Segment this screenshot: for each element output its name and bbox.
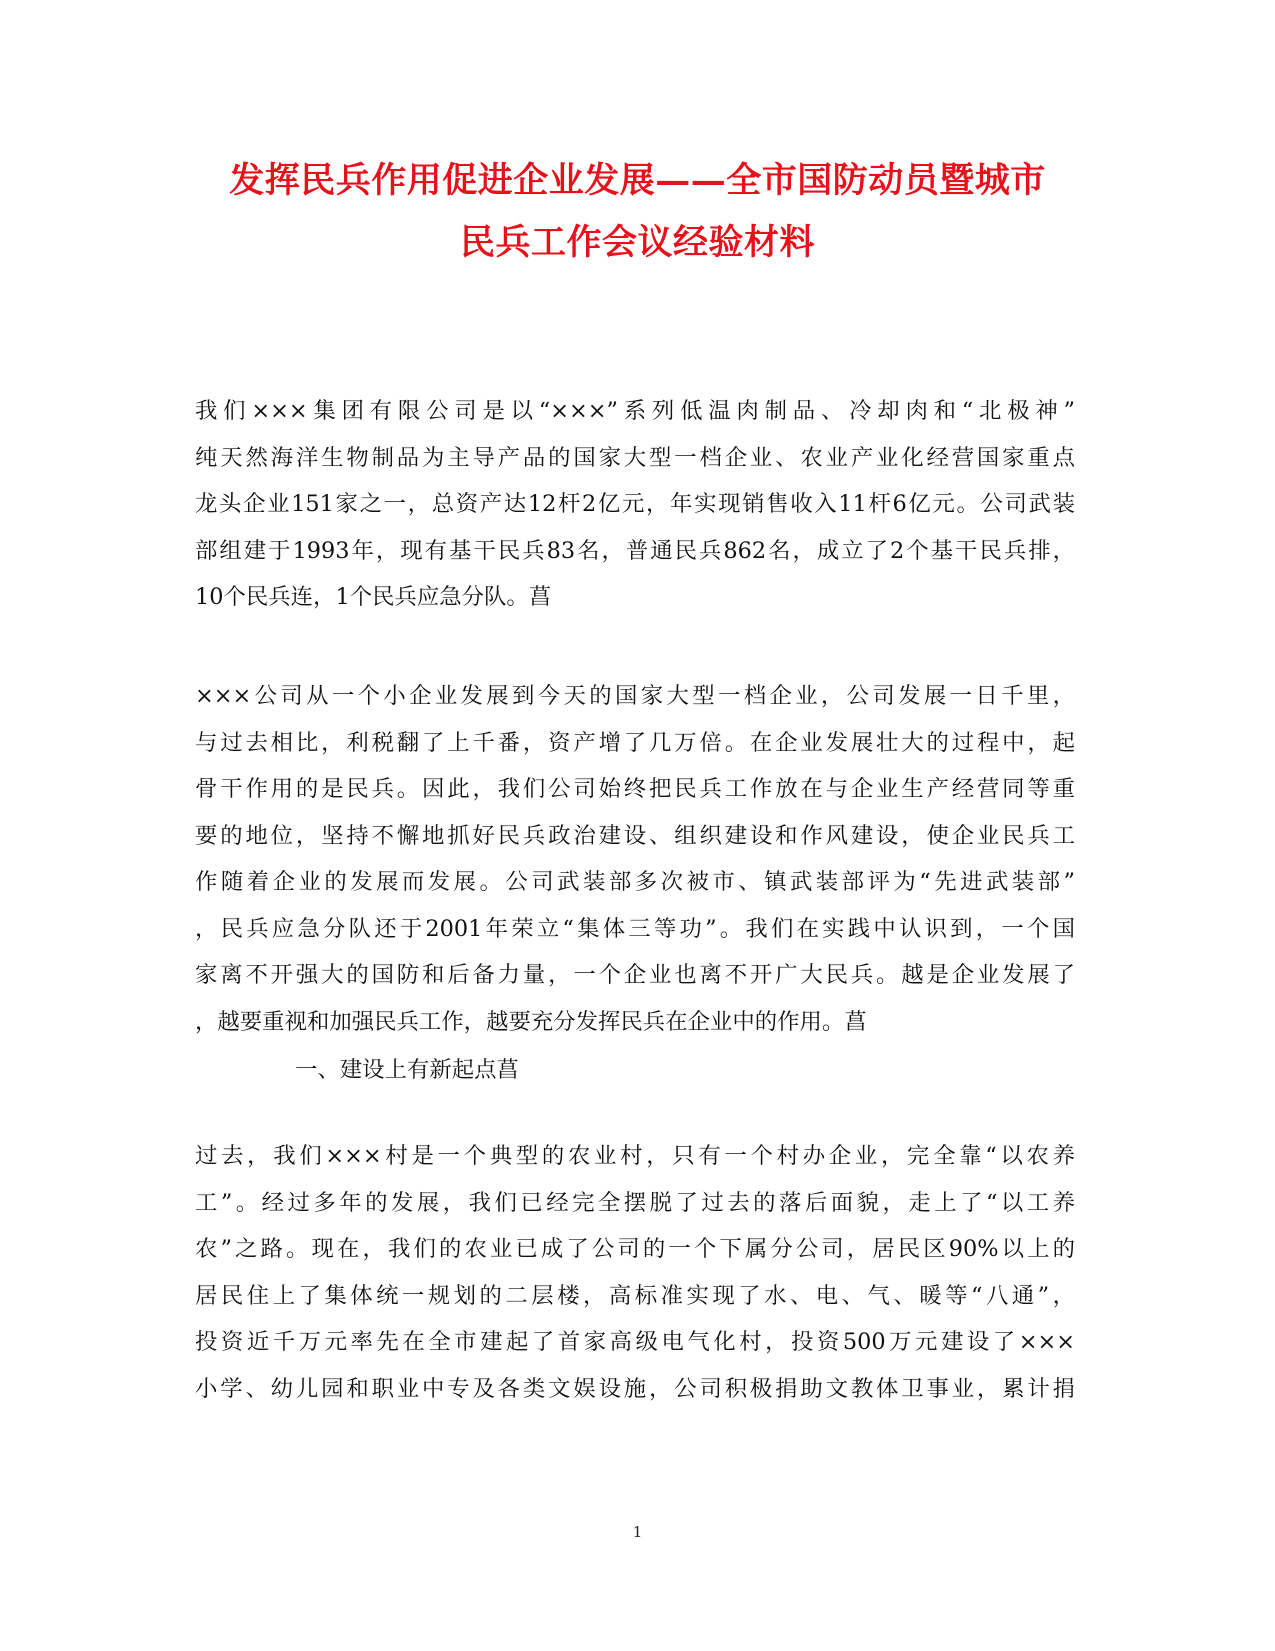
text-line: 10个民兵连，1个民兵应急分队。菖	[195, 584, 552, 610]
text-line: 要的地位，坚持不懈地抓好民兵政治建设、组织建设和作风建设，使企业民兵工	[195, 822, 1075, 849]
text-line: ×××公司从一个小企业发展到今天的国家大型一档企业，公司发展一日千里，	[195, 683, 1075, 709]
title-line: 发挥民兵作用促进企业发展——全市国防动员暨城市	[229, 160, 1046, 201]
text-line: 工”。经过多年的发展，我们已经完全摆脱了过去的落后面貌，走上了“以工养	[195, 1189, 1075, 1216]
text-line: 作随着企业的发展而发展。公司武装部多次被市、镇武装部评为“先进武装部”	[195, 869, 1075, 895]
text-line: 纯天然海洋生物制品为主导产品的国家大型一档企业、农业产业化经营国家重点	[195, 444, 1075, 471]
text-line: 投资近千万元率先在全市建起了首家高级电气化村，投资500万元建设了×××	[195, 1329, 1075, 1355]
paragraph-company-intro	[195, 388, 1075, 621]
text-line: ，越要重视和加强民兵工作，越要充分发挥民兵在企业中的作用。菖	[195, 1008, 867, 1035]
text-line: 我们×××集团有限公司是以“×××”系列低温肉制品、冷却肉和“北极神”	[195, 398, 1075, 424]
text-line: ，民兵应急分队还于2001年荣立“集体三等功”。我们在实践中认识到，一个国	[195, 915, 1075, 942]
text-line: 过去，我们×××村是一个典型的农业村，只有一个村办企业，完全靠“以农养	[195, 1143, 1075, 1169]
text-line: 农”之路。现在，我们的农业已成了公司的一个下属分公司，居民区90%以上的	[195, 1236, 1075, 1262]
page-number: 1	[632, 1523, 643, 1541]
text-line: 部组建于1993年，现有基干民兵83名，普通民兵862名，成立了2个基干民兵排，	[195, 537, 1075, 564]
text-line: 家离不开强大的国防和后备力量，一个企业也离不开广大民兵。越是企业发展了	[195, 962, 1075, 988]
paragraph-construction	[195, 1133, 1075, 1412]
text-line: 小学、幼儿园和职业中专及各类文娱设施，公司积极捐助文教体卫事业，累计捐	[195, 1375, 1075, 1402]
document-title	[180, 150, 1095, 274]
text-line: 居民住上了集体统一规划的二层楼，高标准实现了水、电、气、暖等“八通”，	[195, 1282, 1075, 1309]
title-line: 民兵工作会议经验材料	[459, 222, 815, 263]
text-line: 龙头企业151家之一，总资产达12杆2亿元，年实现销售收入11杆6亿元。公司武装	[195, 491, 1075, 517]
paragraph-militia-role	[195, 673, 1075, 1045]
text-line: 骨干作用的是民兵。因此，我们公司始终把民兵工作放在与企业生产经营同等重	[195, 776, 1075, 802]
section-heading: 一、建设上有新起点菖	[295, 1057, 519, 1083]
text-line: 与过去相比，利税翻了上千番，资产增了几万倍。在企业发展壮大的过程中，起	[195, 729, 1075, 756]
